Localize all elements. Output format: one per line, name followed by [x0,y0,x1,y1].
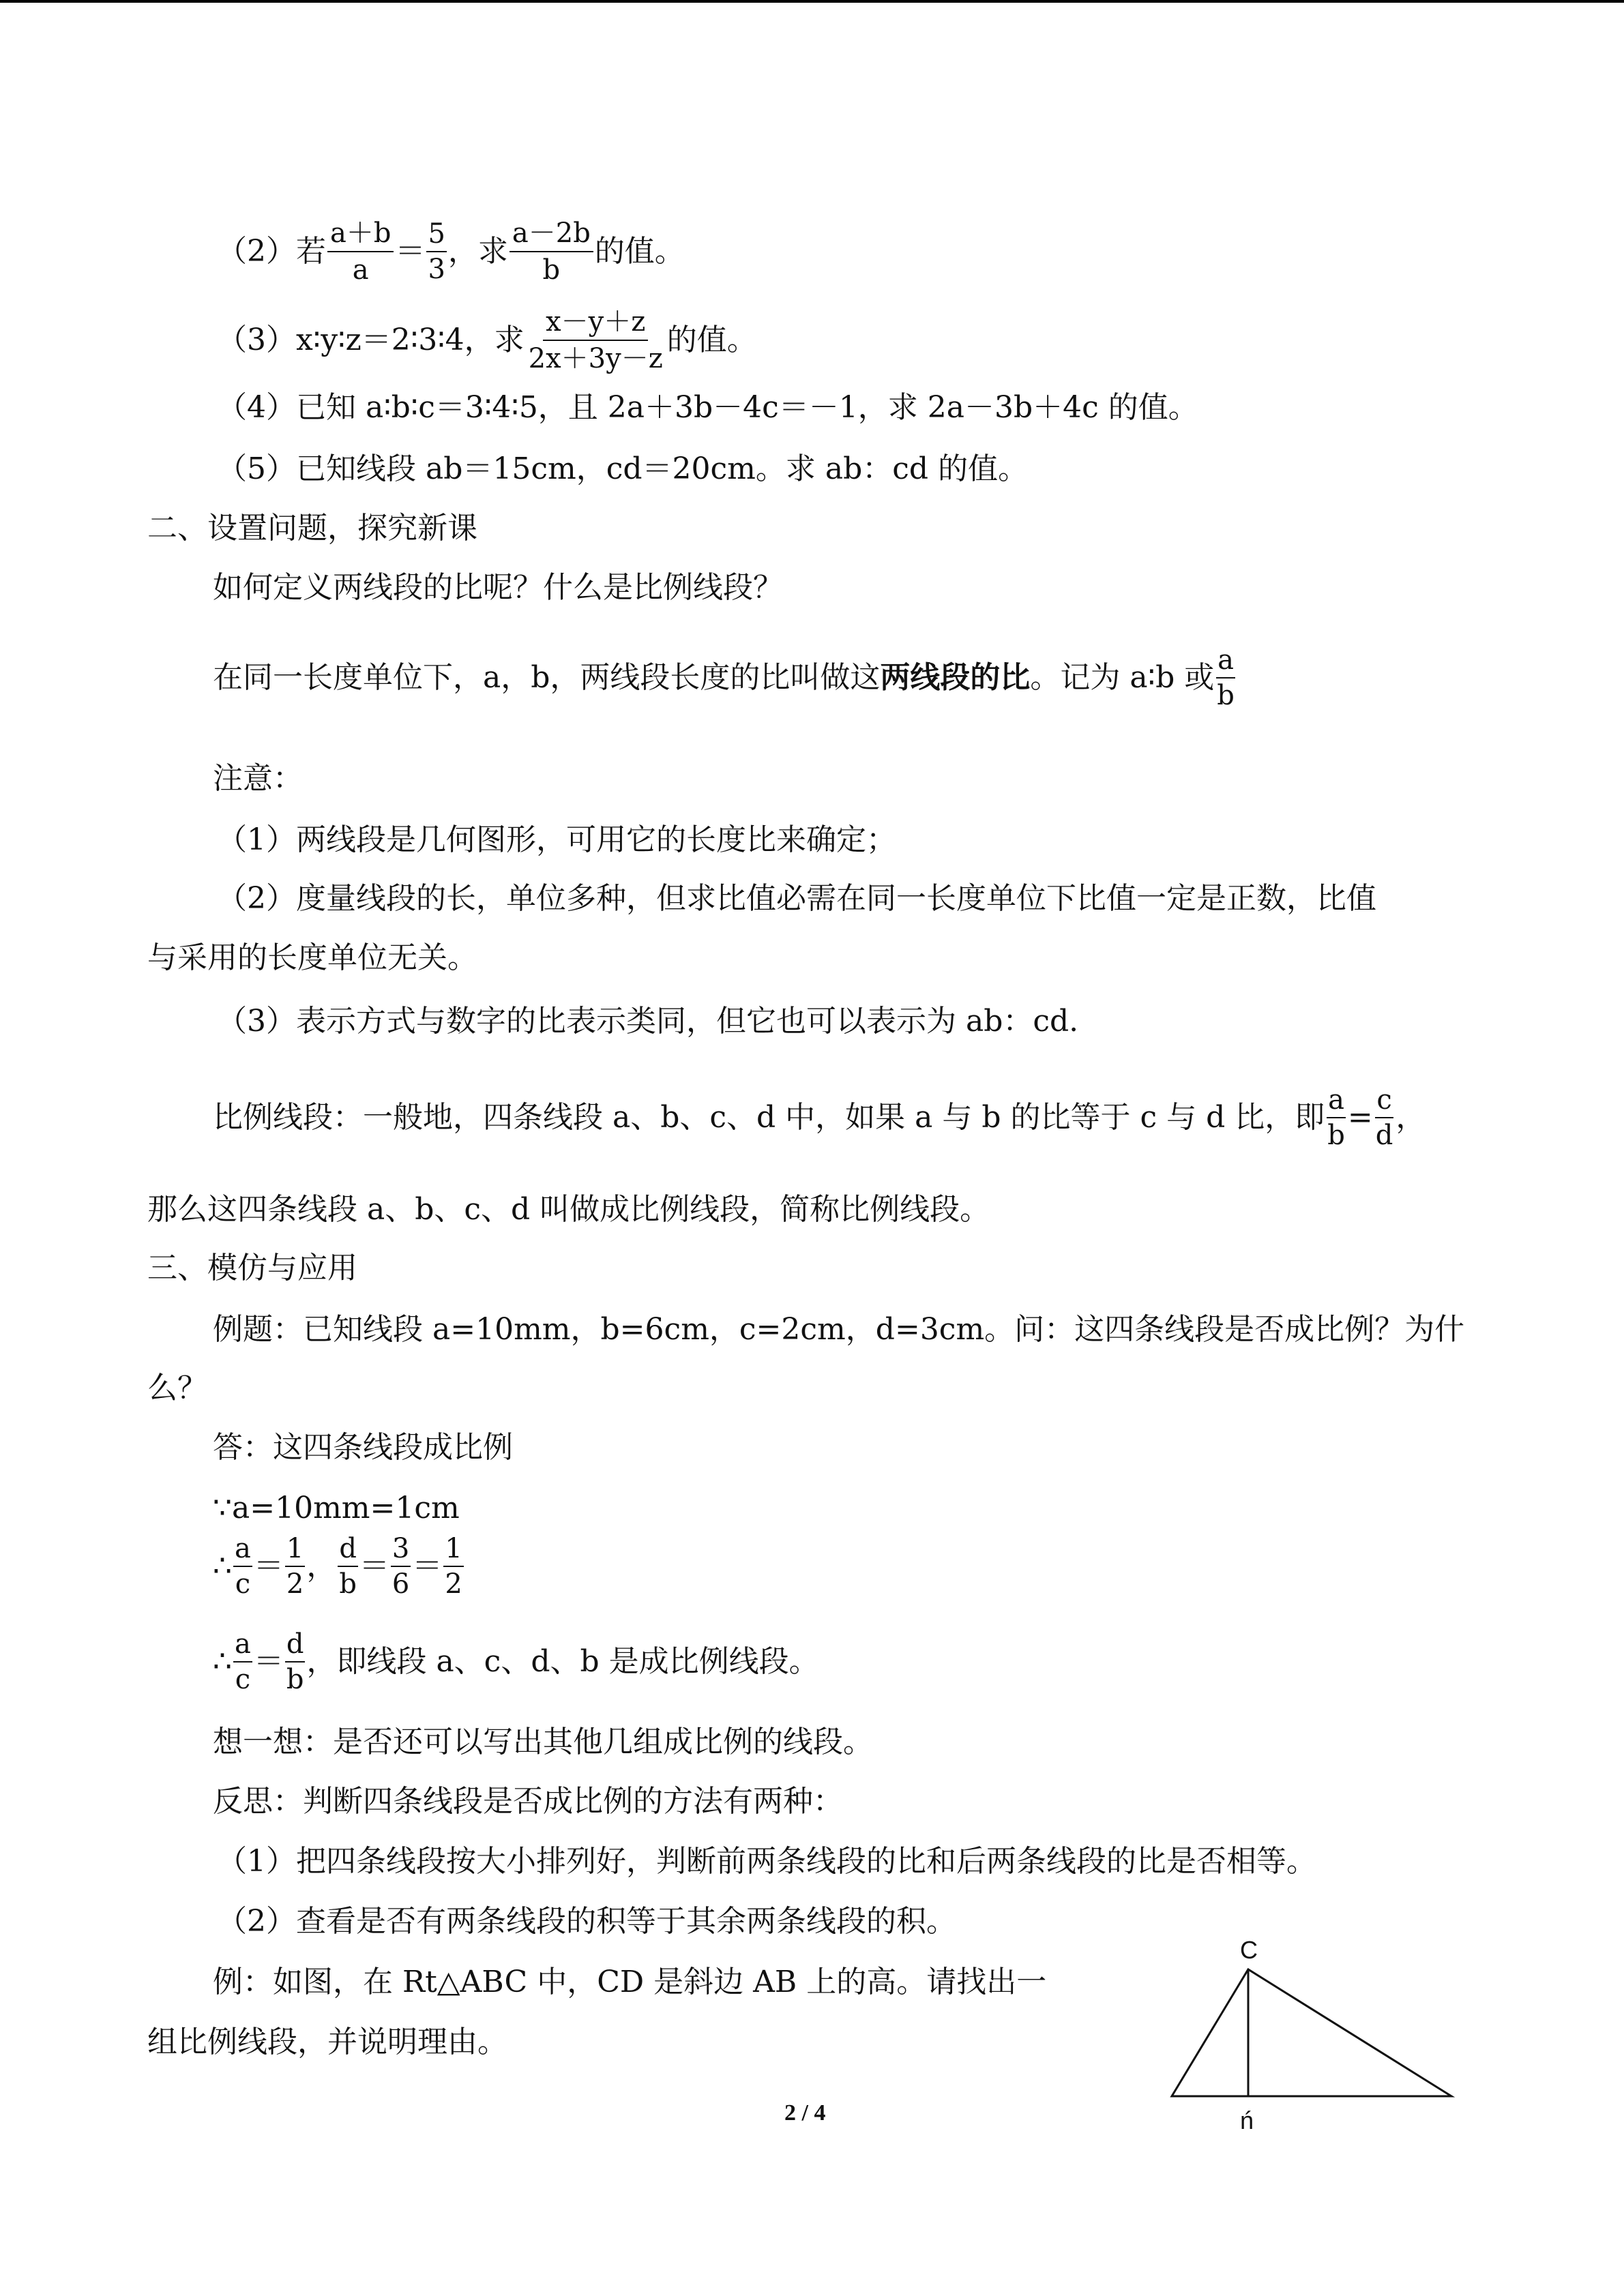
method-1: （1）把四条线段按大小排列好，判断前两条线段的比和后两条线段的比是否相等。 [217,1844,1316,1879]
fraction: $\frac{5}{3}$ [428,218,445,285]
label-c: C [1240,1936,1258,1964]
fraction: $\frac{a}{b}$ [1327,1084,1345,1151]
proportion-definition: 比例线段：一般地，四条线段 a、b、c、d 中，如果 a 与 b 的比等于 c 与 d 比，即 $\frac{a}{b}$ = $\frac{c}{d}$ ， [213,1084,1426,1151]
fraction: $\frac{1}{2}$ [445,1533,462,1600]
fraction: $\frac{c}{d}$ [1375,1084,1393,1151]
section-2-question: 如何定义两线段的比呢？什么是比例线段？ [213,570,783,605]
label-d: ń [1240,2106,1254,2134]
section-2-heading: 二、设置问题，探究新课 [147,511,477,546]
question-2: （2）若 $\frac{a+b}{a}$ ＝ $\frac{5}{3}$ ，求 $\frac{a-2b}{b}$ 的值。 [217,218,685,286]
fraction: $\frac{a-2b}{b}$ [510,217,593,286]
fraction: $\frac{a}{c}$ [235,1628,251,1695]
note-2: （2）度量线段的长，单位多种，但求比值必需在同一长度单位下比值一定是正数，比值 [217,881,1376,916]
fraction: $\frac{d}{b}$ [339,1533,357,1600]
reflect-title: 反思：判断四条线段是否成比例的方法有两种： [213,1784,843,1819]
question-5: （5）已知线段 ab＝15cm，cd＝20cm。求 ab：cd 的值。 [217,451,1029,486]
example-1-continued: 么？ [147,1371,207,1405]
fraction: $\frac{a}{b}$ [1217,644,1235,711]
note-2-continued: 与采用的长度单位无关。 [147,940,477,975]
definition-line: 在同一长度单位下，a，b，两线段长度的比叫做这 两线段的比 。记为 a∶b 或 $\frac{a}{b}$ [213,644,1235,711]
because-line: ∵a=10mm=1cm [213,1491,460,1525]
method-2: （2）查看是否有两条线段的积等于其余两条线段的积。 [217,1904,956,1939]
example-2-continued: 组比例线段，并说明理由。 [147,2025,507,2059]
fraction: $\frac{3}{6}$ [392,1533,410,1600]
example-2: 例：如图，在 Rt△ABC 中，CD 是斜边 AB 上的高。请找出一 [213,1965,1047,1999]
fraction: $\frac{a+b}{a}$ [327,217,394,286]
fraction: $\frac{1}{2}$ [286,1533,304,1600]
bold-term: 两线段的比 [880,660,1031,695]
therefore-line-2: ∴ $\frac{a}{c}$ ＝ $\frac{d}{b}$ ，即线段 a、c、d、b 是成比例线段。 [213,1628,819,1695]
question-4: （4）已知 a∶b∶c＝3∶4∶5，且 2a＋3b－4c＝－1，求 2a－3b＋4c 的值。 [217,390,1198,425]
note-1: （1）两线段是几何图形，可用它的长度比来确定； [217,822,896,857]
answer: 答：这四条线段成比例 [213,1430,513,1465]
proportion-definition-continued: 那么这四条线段 a、b、c、d 叫做成比例线段，简称比例线段。 [147,1192,990,1227]
triangle-figure [1153,1923,1466,2141]
fraction: $\frac{d}{b}$ [286,1628,304,1695]
think-line: 想一想：是否还可以写出其他几组成比例的线段。 [213,1725,873,1759]
top-border [0,0,1624,3]
section-3-heading: 三、模仿与应用 [147,1251,357,1285]
example-1: 例题：已知线段 a=10mm，b=6cm，c=2cm，d=3cm。问：这四条线段是否成比例？为什 [213,1312,1465,1347]
therefore-line-1: ∴ $\frac{a}{c}$ ＝ $\frac{1}{2}$ ， $\frac{d}{b}$ ＝ $\frac{3}{6}$ ＝ $\frac{1}{2}$ [213,1533,462,1600]
triangle-abc [1172,1969,1451,2096]
page-number: 2 / 4 [784,2100,826,2126]
note-3: （3）表示方式与数字的比表示类同，但它也可以表示为 ab：cd. [217,1004,1079,1039]
fraction: $\frac{a}{c}$ [235,1533,251,1600]
question-3: （3）x∶y∶z＝2∶3∶4，求 $\frac{x-y+z}{2x+3y-z}$ 的值。 [217,306,757,374]
fraction: $\frac{x-y+z}{2x+3y-z}$ [528,306,663,374]
notes-title: 注意： [213,761,303,796]
